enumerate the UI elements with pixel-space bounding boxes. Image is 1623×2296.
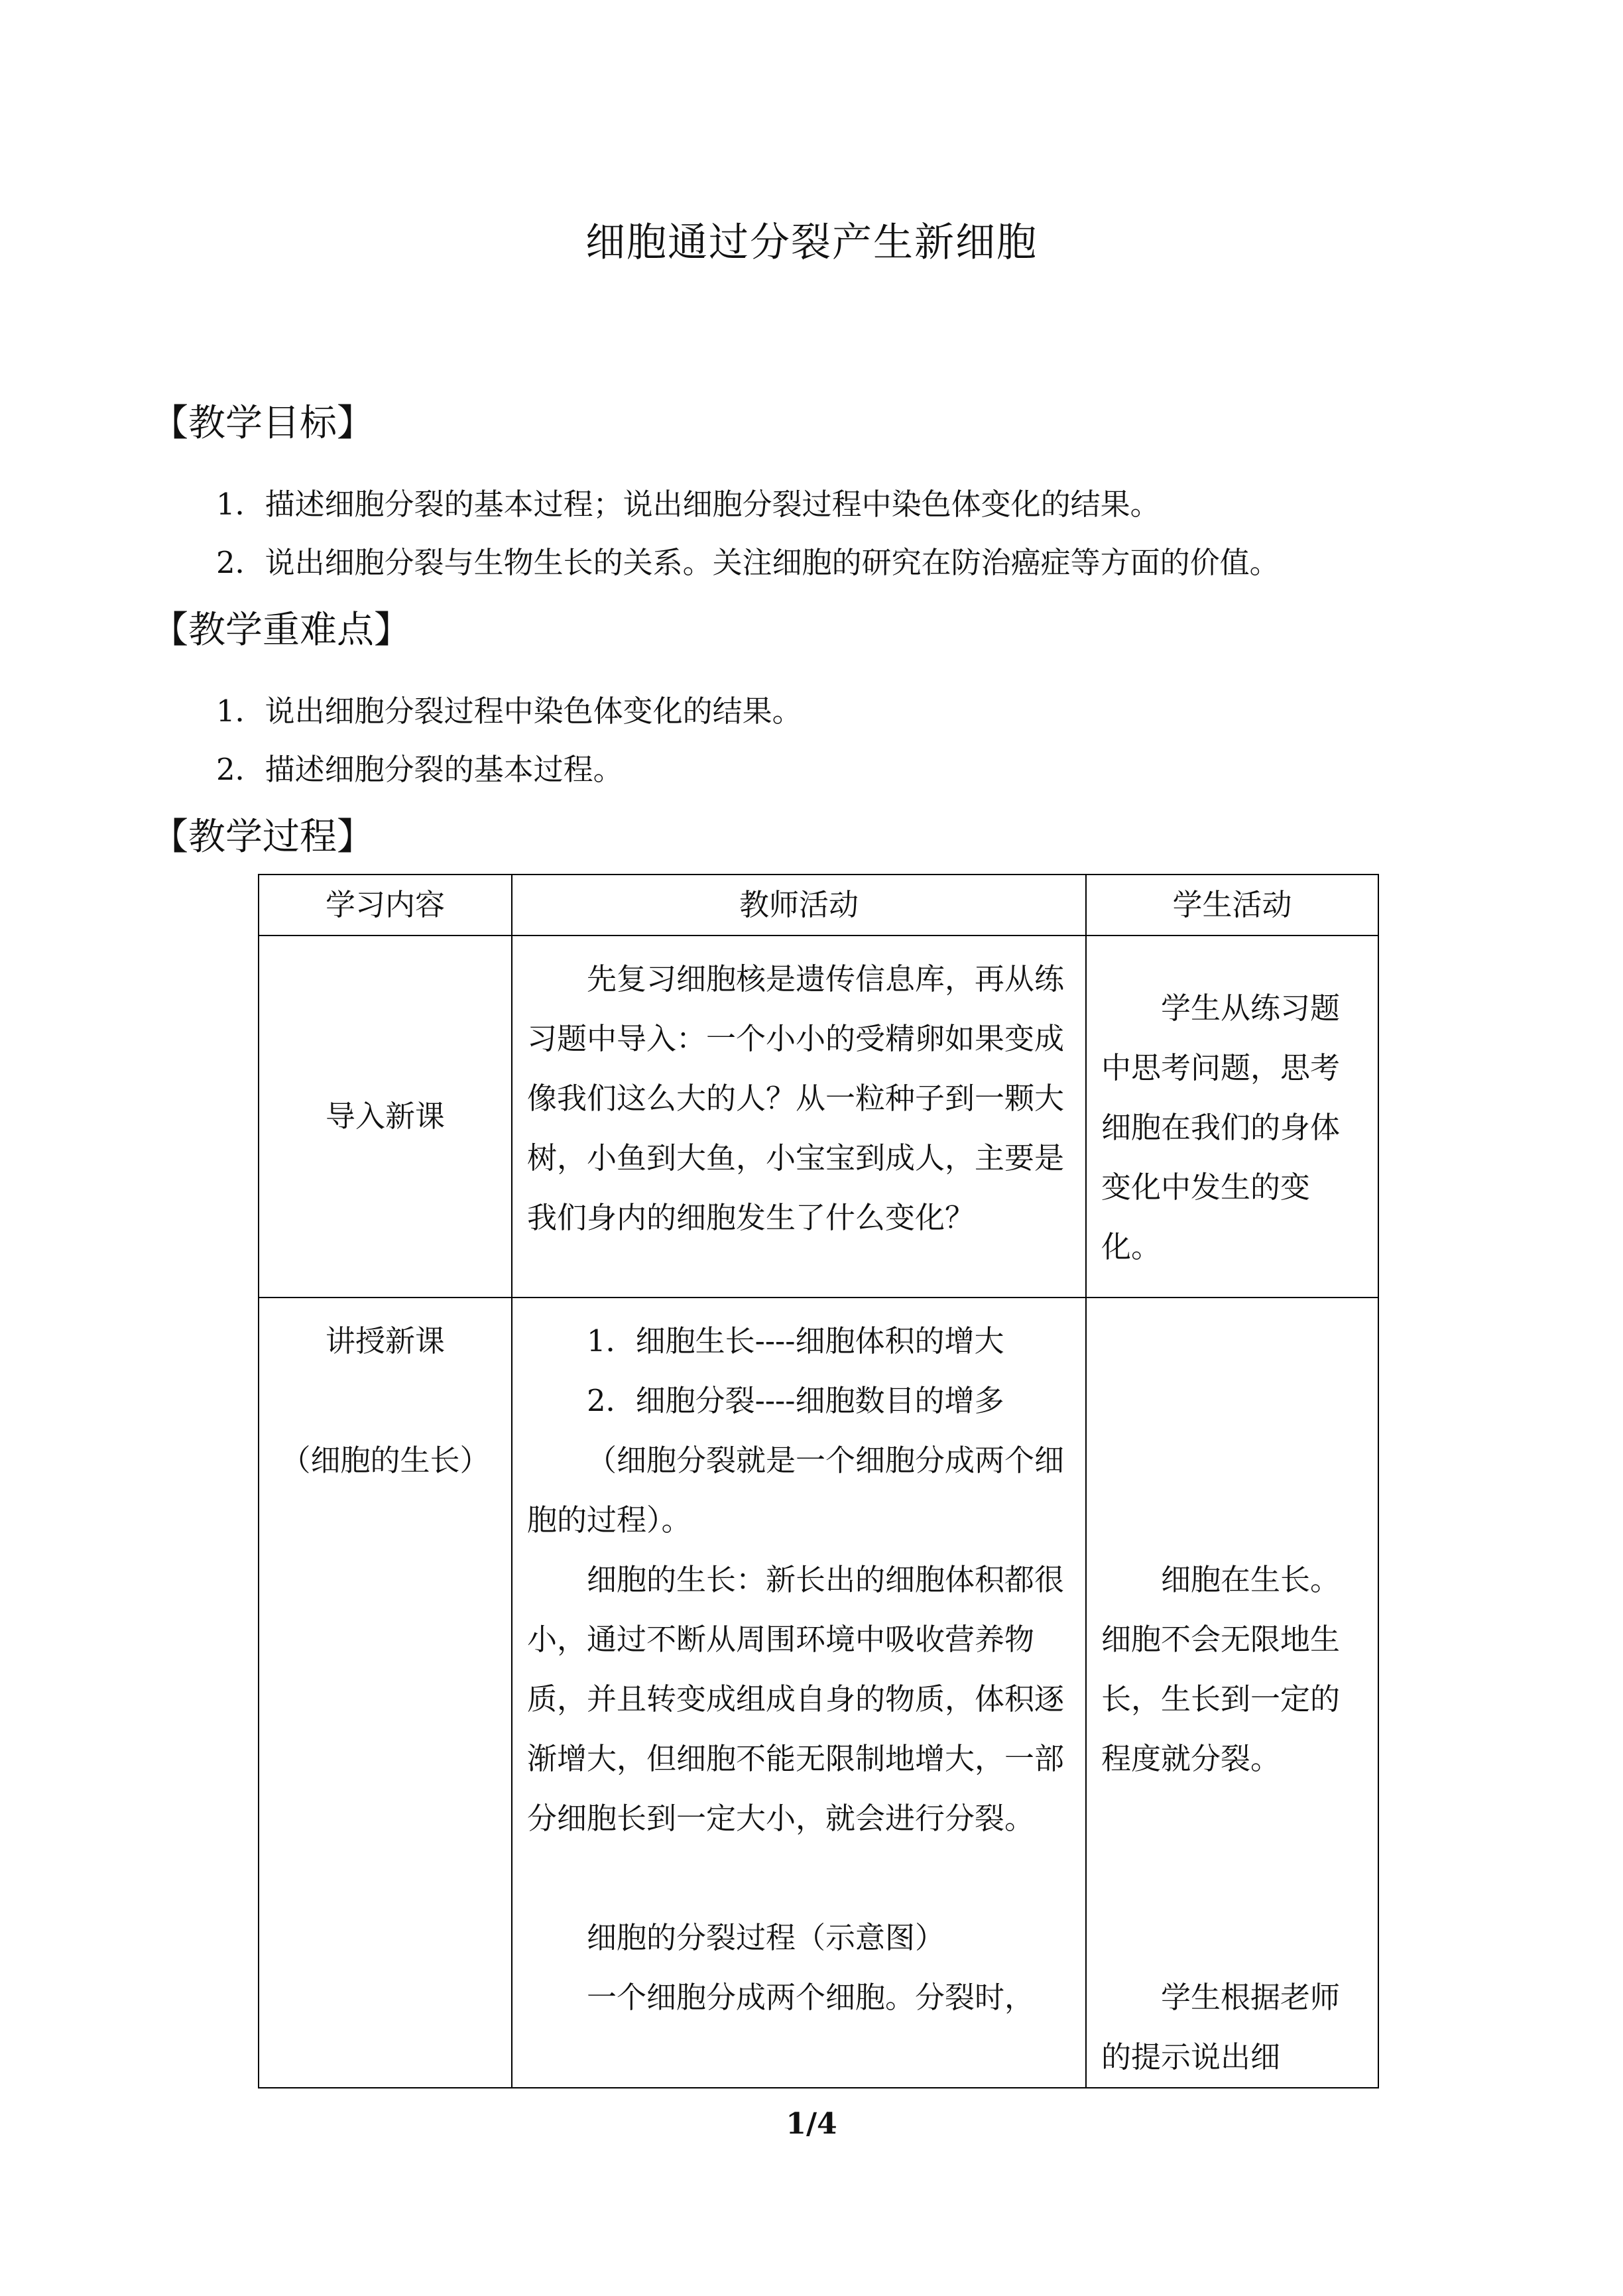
row2-student	[1086, 1298, 1378, 2088]
key-point-item-2: 2．描述细胞分裂的基本过程。	[216, 752, 623, 787]
row1-student-text: 学生从练习题中思考问题，思考细胞在我们的身体变化中发生的变化。	[1101, 991, 1341, 1264]
row2-teacher-p2: 2．细胞分裂----细胞数目的增多	[587, 1383, 1004, 1418]
row2-content	[259, 1298, 512, 2088]
header-teacher: 教师活动	[512, 875, 1086, 936]
row2-content-line1: 讲授新课	[325, 1323, 445, 1359]
row2-teacher-p4: 细胞的生长：新长出的细胞体积都很小，通过不断从周围环境中吸收营养物质，并且转变成组成自身的物质，体积逐渐增大，但细胞不能无限制地增大，一部分细胞长到一定大小，就会进行分裂。	[527, 1562, 1065, 1836]
section-heading-process: 【教学过程】	[151, 816, 374, 859]
section-heading-key-points: 【教学重难点】	[151, 609, 411, 652]
row1-student	[1086, 936, 1378, 1298]
row2-content-line2: （细胞的生长）	[280, 1443, 490, 1478]
row2-teacher-p6: 一个细胞分成两个细胞。分裂时，	[587, 1980, 1035, 2015]
teaching-process-table	[258, 874, 1379, 2088]
row2-student-p2: 学生根据老师的提示说出细	[1101, 1980, 1341, 2075]
header-content: 学习内容	[259, 875, 512, 936]
row2-teacher	[512, 1298, 1086, 2088]
row2-teacher-p5: 细胞的分裂过程（示意图）	[587, 1920, 945, 1955]
row2-teacher-p3: （细胞分裂就是一个细胞分成两个细胞的过程）。	[527, 1443, 1065, 1538]
document-title: 细胞通过分裂产生新细胞	[585, 219, 1038, 266]
row1-content: 导入新课	[259, 936, 512, 1298]
row2-teacher-p1: 1．细胞生长----细胞体积的增大	[587, 1323, 1004, 1359]
objective-item-1: 1．描述细胞分裂的基本过程；说出细胞分裂过程中染色体变化的结果。	[216, 487, 1160, 522]
page-number: 1/4	[786, 2107, 837, 2141]
header-student: 学生活动	[1086, 875, 1378, 936]
table-header-row	[259, 875, 1378, 936]
row1-teacher	[512, 936, 1086, 1298]
table-row	[259, 936, 1378, 1298]
row1-teacher-text: 先复习细胞核是遗传信息库，再从练习题中导入：一个小小的受精卵如果变成像我们这么大的人？从一粒种子到一颗大树，小鱼到大鱼，小宝宝到成人，主要是我们身内的细胞发生了什么变化？	[527, 961, 1065, 1235]
section-heading-objectives: 【教学目标】	[151, 402, 374, 445]
key-point-item-1: 1．说出细胞分裂过程中染色体变化的结果。	[216, 694, 802, 729]
row2-student-p1: 细胞在生长。细胞不会无限地生长，生长到一定的程度就分裂。	[1101, 1562, 1341, 1776]
objective-item-2: 2．说出细胞分裂与生物生长的关系。关注细胞的研究在防治癌症等方面的价值。	[216, 545, 1280, 580]
table-row	[259, 1298, 1378, 2088]
